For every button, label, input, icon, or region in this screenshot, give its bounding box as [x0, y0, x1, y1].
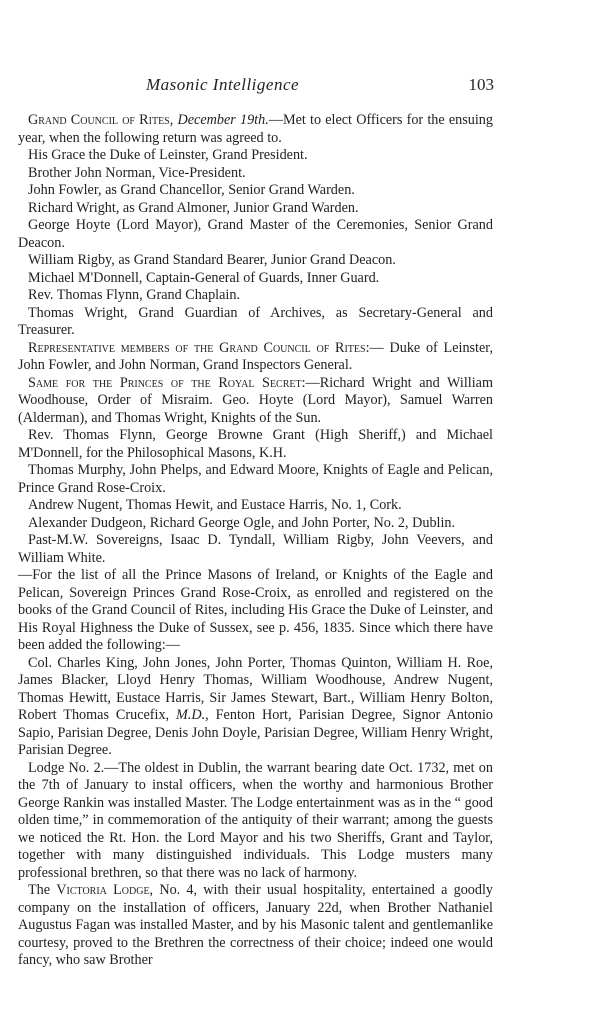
section-lead: Same for the Princes of the Royal Secret: [28, 374, 306, 391]
list-item: Rev. Thomas Flynn, George Browne Grant (High Sheriff,) and Michael M'Donnell, for the Philosophical Masons, K.H. [18, 427, 493, 461]
officer-line: Richard Wright, as Grand Almoner, Junior Grand Warden. [28, 199, 359, 216]
list-item: Andrew Nugent, Thomas Hewit, and Eustace Harris, No. 1, Cork. [28, 497, 402, 513]
running-title: Masonic Intelligence [146, 75, 300, 94]
article-body [18, 112, 493, 970]
paragraph: Lodge No. 2.—The oldest in Dublin, the warrant bearing date Oct. 1732, met on the 7th of January to instal officers, when the worthy and harmonious Brother George Rankin was installed Master. The Lodge entertainment was as in the “ good olden time,” in commemoration of the antiquity of their warrant; among the guests we noticed the Rt. Hon. the Lord Mayor and his two Sheriffs, Grant and Taylor, together with many distinguished individuals. This Lodge musters many professional brethren, so that there was no lack of harmony. [18, 759, 493, 881]
list-item: Alexander Dudgeon, Richard George Ogle, and John Porter, No. 2, Dublin. [28, 514, 456, 531]
page [18, 0, 493, 970]
officer-line: Michael M'Donnell, Captain-General of Guards, Inner Guard. [28, 269, 380, 286]
paragraph: Grand Council of Rites, December 19th.—Met to elect Officers for the ensuing year, when the following return was agreed to. [18, 112, 493, 146]
section-lead: Representative members of the Grand Council of Rites: [28, 339, 370, 356]
list-item: Thomas Murphy, John Phelps, and Edward Moore, Knights of Eagle and Pelican, Prince Grand Rose-Croix. [18, 462, 493, 496]
officer-line: Thomas Wright, Grand Guardian of Archives, as Secretary-General and Treasurer. [18, 304, 493, 338]
paragraph: Same for the Princes of the Royal Secret:—Richard Wright and William Woodhouse, Order of Misraim. Geo. Hoyte (Lord Mayor), Samuel Warren (Alderman), and Thomas Wright, Knights of the Sun. [18, 374, 493, 426]
page-number: 103 [468, 75, 494, 94]
officer-line: John Fowler, as Grand Chancellor, Senior Grand Warden. [28, 182, 355, 198]
paragraph: Representative members of the Grand Council of Rites:— Duke of Leinster, John Fowler, and John Norman, Grand Inspectors General. [18, 339, 493, 373]
paragraph: —For the list of all the Prince Masons of Ireland, or Knights of the Eagle and Pelican, Sovereign Princes Grand Rose-Croix, as enrolled and registered on the books of the Grand Council of Rites, including His Grace the Duke of Leinster, and His Royal Highness the Duke of Sussex, see p. 456, 1835. Since which there have been added the following:— [18, 567, 493, 653]
officer-line: George Hoyte (Lord Mayor), Grand Master of the Ceremonies, Senior Grand Deacon. [18, 217, 493, 251]
officer-line: William Rigby, as Grand Standard Bearer, Junior Grand Deacon. [28, 252, 396, 268]
section-lead: Grand Council of Rites, [28, 112, 174, 128]
page-header [18, 76, 493, 112]
paragraph: The Victoria Lodge, No. 4, with their usual hospitality, entertained a goodly company on the installation of officers, January 22d, when Brother Nathaniel Augustus Fagan was installed Master, and by his Masonic talent and gentlemanlike courtesy, proved to the Brethren the correctness of their choice; indeed one would fancy, who saw Brother [18, 882, 494, 968]
list-item: Past-M.W. Sovereigns, Isaac D. Tyndall, William Rigby, John Veevers, and William White. [18, 532, 493, 566]
officer-line: Rev. Thomas Flynn, Grand Chaplain. [28, 287, 241, 303]
section-lead: Victoria Lodge, [56, 882, 154, 898]
date: December 19th. [177, 112, 269, 128]
officer-line: His Grace the Duke of Leinster, Grand President. [28, 147, 308, 163]
paragraph: Col. Charles King, John Jones, John Porter, Thomas Quinton, William H. Roe, James Blacker, Lloyd Henry Thomas, William Woodhouse, Andrew Nugent, Thomas Hewitt, Eustace Harris, Sir James Stewart, Bart., William Henry Bolton, Robert Thomas Crucefix, M.D., Fenton Hort, Parisian Degree, Signor Antonio Sapio, Parisian Degree, Denis John Doyle, Parisian Degree, William Henry Wright, Parisian Degree. [18, 654, 493, 758]
officer-line: Brother John Norman, Vice-President. [28, 164, 246, 181]
